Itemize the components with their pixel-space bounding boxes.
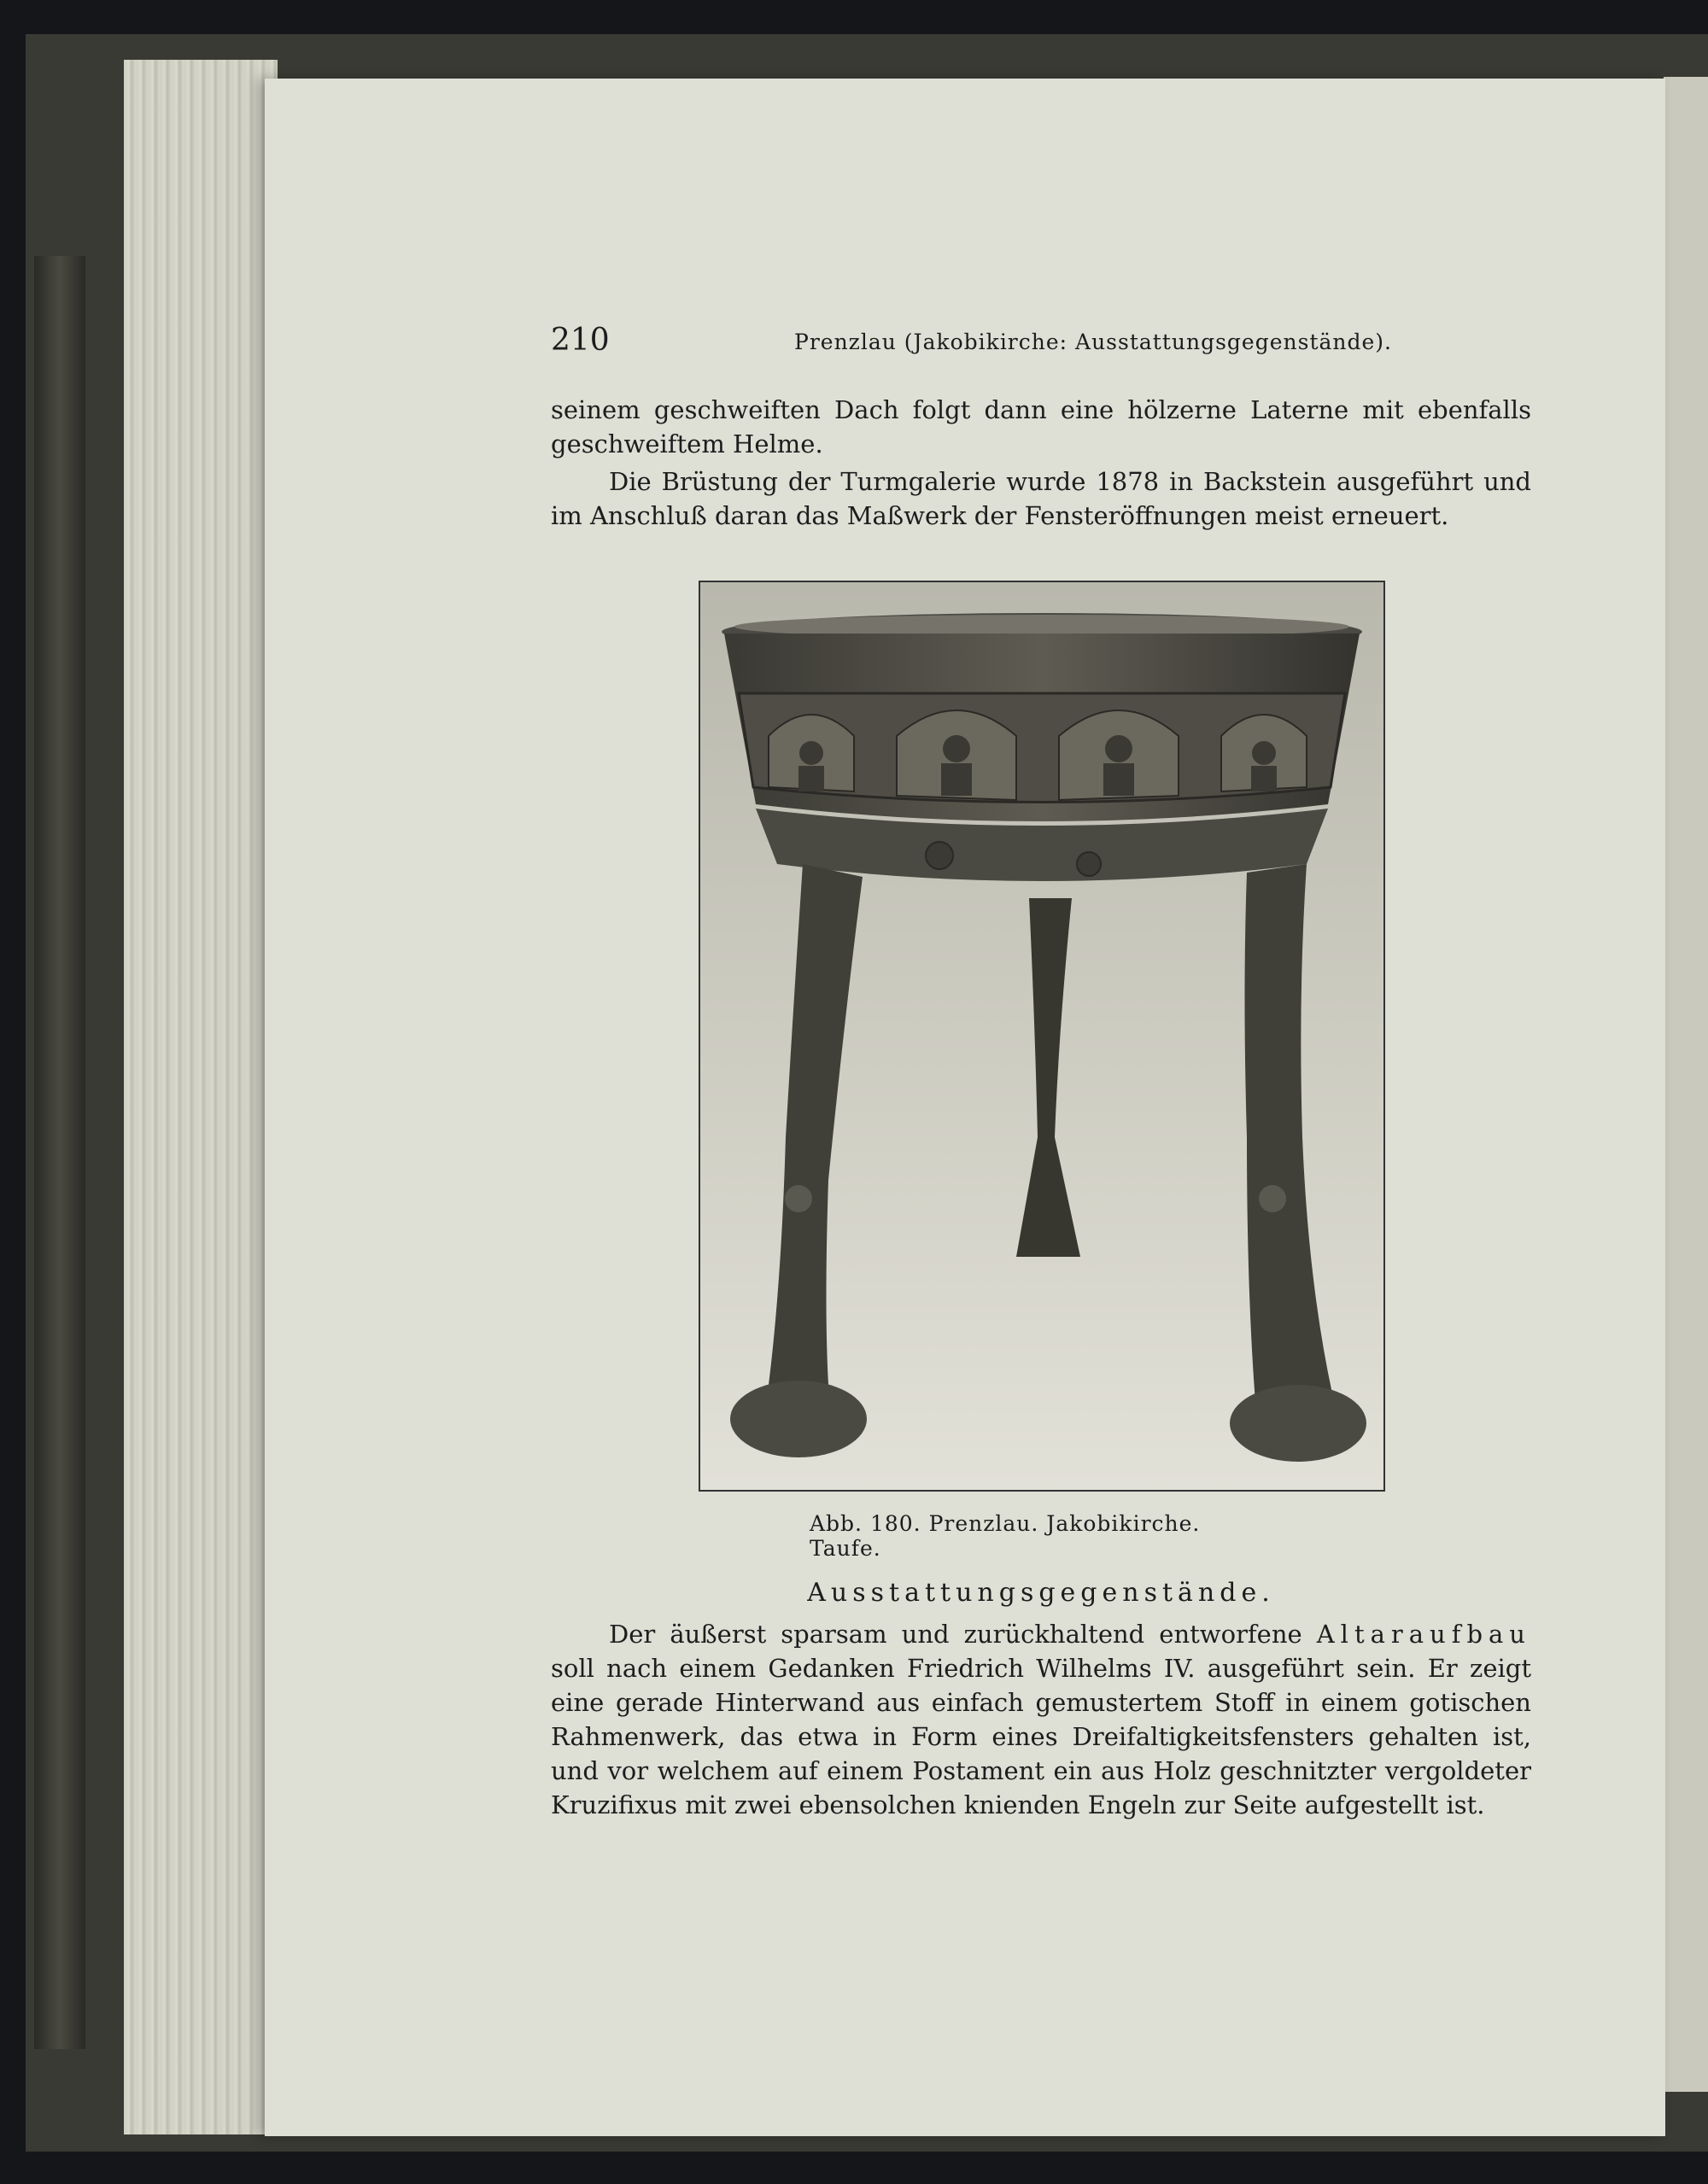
running-title: Prenzlau (Jakobikirche: Ausstattungsgegenstände). [794, 330, 1393, 354]
paragraph-text: seinem geschweiften Dach folgt dann eine hölzerne Laterne mit ebenfalls geschweiftem Helme. [551, 395, 1531, 458]
facing-page-edge [1664, 77, 1708, 2092]
baptismal-font-illustration [700, 582, 1383, 1490]
intro-paragraph-1 [551, 393, 1531, 461]
figure-caption: Abb. 180. Prenzlau. Jakobikirche. Taufe. [810, 1511, 1201, 1561]
page-header [551, 323, 1516, 365]
page-number: 210 [551, 323, 610, 358]
paragraph-rest: soll nach einem Gedanken Friedrich Wilhelms IV. ausgeführt sein. Er zeigt eine gerade Hinterwand aus einfach gemustertem Stoff in einem gotischen Rahmenwerk, das etwa in Form eines Dreifaltigkeitsfensters gehalten ist, und vor welchem auf einem Postament ein aus Holz geschnitzter vergoldeter Kruzifixus mit zwei ebensolchen knienden Engeln zur Seite aufgestellt ist. [551, 1654, 1531, 1819]
section-paragraph [551, 1617, 1531, 1822]
page-edges [124, 60, 278, 2134]
baptismal-font-photo [699, 581, 1385, 1492]
intro-paragraph-2 [551, 464, 1531, 533]
section-heading: Ausstattungsgegenstände. [807, 1578, 1275, 1608]
paragraph-text: Die Brüstung der Turmgalerie wurde 1878 in Backstein ausgeführt und im Anschluß daran das Maßwerk der Fensteröffnungen meist erneuert. [551, 467, 1531, 530]
spaced-term: Altaraufbau [1316, 1620, 1531, 1649]
paragraph-start: Der äußerst sparsam und zurückhaltend entworfene [609, 1620, 1317, 1649]
paragraph-text [551, 1617, 1531, 1822]
book-spine [34, 256, 85, 2049]
